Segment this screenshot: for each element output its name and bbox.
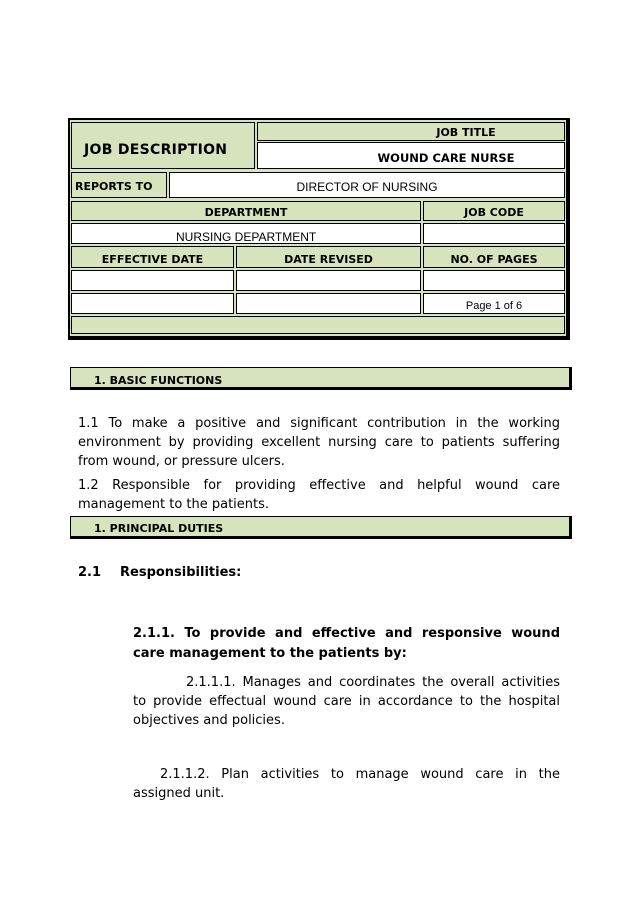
reports-to-value-cell [169,172,565,198]
pages-value: Page 1 of 6 [465,300,523,312]
basic-function-1-1: 1.1 To make a positive and significant contribution in the working environment by providing excellent nursing care to patients suffering from wound, or pressure ulcers. [78,416,560,469]
job-code-label: JOB CODE [464,206,524,219]
reports-to-label: REPORTS TO [75,180,153,193]
department-value: NURSING DEPARTMENT [176,230,317,244]
effective-date-label: EFFECTIVE DATE [101,253,204,266]
pages-blank-cell [423,270,565,291]
department-value-cell [71,223,421,244]
principal-duties-heading-bar [70,516,572,539]
department-label: DEPARTMENT [204,206,288,219]
date-revised-label-cell [236,246,421,268]
reports-to-value: DIRECTOR OF NURSING [296,180,438,194]
date-revised-value-cell [236,270,421,291]
effective-date-label-cell [71,246,234,268]
item-2-1-1-2 [133,765,560,803]
job-description-label: JOB DESCRIPTION [84,142,228,158]
basic-function-1-2: 1.2 Responsible for providing effective and helpful wound care management to the patients. [78,478,560,512]
subsection-number: 2.1 [78,565,102,580]
subsection-title: Responsibilities: [120,565,242,580]
header-bottom-bar [71,316,565,334]
basic-functions-heading: 1. BASIC FUNCTIONS [94,374,223,387]
effective-date-value-cell [71,270,234,291]
effective-date-blank-cell [71,293,234,314]
job-description-cell [71,122,255,169]
item-heading-2-1-1: 2.1.1. To provide and effective and responsive wound care management to the patients by: [133,626,560,661]
principal-duties-heading: 1. PRINCIPAL DUTIES [94,522,224,535]
item-2-1-1-1-text: 2.1.1.1. Manages and coordinates the overall activities to provide effectual wound care in accordance to the hospital objectives and policies. [133,675,560,728]
job-code-value-cell [423,223,565,244]
job-title-label: JOB TITLE [436,126,496,139]
pages-value-cell [423,293,565,314]
basic-functions-heading-bar [70,367,572,390]
item-2-1-1-2-text: 2.1.1.2. Plan activities to manage wound care in the assigned unit. [133,767,560,801]
no-of-pages-label: NO. OF PAGES [450,253,538,266]
date-revised-label: DATE REVISED [284,253,373,266]
job-title-value: WOUND CARE NURSE [377,151,515,165]
job-code-label-cell [423,201,565,221]
department-label-cell [71,201,421,221]
job-title-value-cell [257,142,565,169]
job-title-label-cell [257,122,565,141]
reports-to-label-cell [71,172,167,198]
date-revised-blank-cell [236,293,421,314]
no-of-pages-label-cell [423,246,565,268]
item-2-1-1-1 [133,673,560,730]
